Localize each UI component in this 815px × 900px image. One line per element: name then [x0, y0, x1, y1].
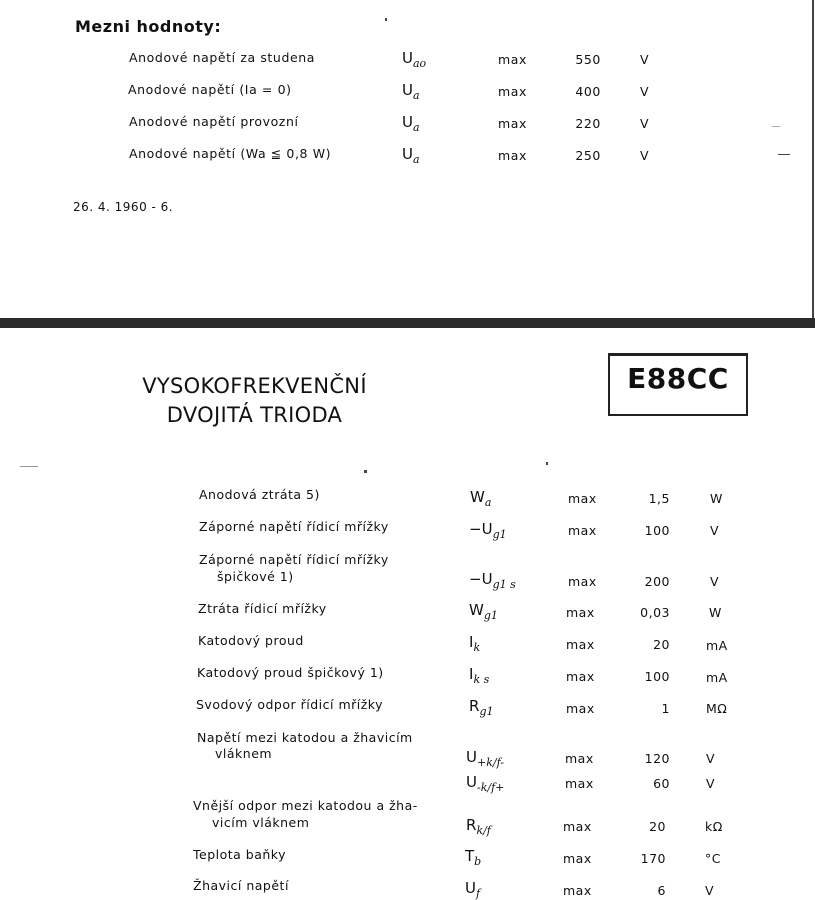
limit-label: Anodové napětí provozní — [129, 114, 299, 129]
limit-mode: max — [498, 84, 528, 99]
limit-label: Anodové napětí za studena — [129, 50, 316, 65]
scan-speck — [364, 470, 367, 473]
param-label: Anodová ztráta 5) — [199, 487, 320, 502]
param-unit: kΩ — [705, 819, 723, 834]
limit-unit: V — [640, 116, 650, 131]
param-unit: V — [706, 751, 716, 766]
param-value: 1,5 — [648, 491, 670, 506]
param-unit: MΩ — [706, 701, 728, 716]
limit-value: 250 — [575, 148, 601, 163]
param-value: 6 — [657, 883, 666, 898]
param-value: 20 — [653, 637, 670, 652]
limit-symbol: $U_{ao}$ — [402, 49, 427, 70]
limit-symbol: $U_a$ — [402, 145, 420, 166]
param-label: Napětí mezi katodou a žhavicím — [197, 730, 413, 745]
param-symbol: $T_b$ — [465, 847, 482, 868]
param-mode: max — [563, 883, 592, 898]
param-unit: V — [710, 523, 720, 538]
param-symbol: $-U_{g1}$ — [469, 520, 507, 541]
param-symbol: $U_{-k/f+}$ — [466, 773, 505, 794]
param-label: Katodový proud — [198, 633, 304, 648]
param-symbol: $I_k$ — [469, 633, 481, 654]
param-unit: W — [709, 605, 722, 620]
param-mode: max — [566, 701, 595, 716]
param-unit: mA — [706, 638, 728, 653]
param-value: 120 — [644, 751, 670, 766]
param-value: 0,03 — [640, 605, 670, 620]
param-symbol: $R_{k/f}$ — [466, 816, 491, 837]
param-label: Záporné napětí řídicí mřížky — [199, 519, 389, 534]
issue-date: 26. 4. 1960 - 6. — [73, 200, 174, 214]
page-title-line1: VYSOKOFREKVENČNÍ — [142, 374, 367, 398]
tube-type-box — [608, 353, 748, 416]
section-title: Mezni hodnoty: — [75, 17, 222, 36]
param-mode: max — [565, 751, 594, 766]
param-mode: max — [568, 491, 597, 506]
param-symbol: $U_{+k/f-}$ — [466, 748, 504, 769]
page-title — [142, 372, 367, 430]
scan-speck — [772, 126, 780, 127]
param-value: 100 — [644, 523, 670, 538]
limit-value: 400 — [575, 84, 601, 99]
param-value: 1 — [661, 701, 670, 716]
param-symbol: $W_{g1}$ — [469, 601, 498, 622]
param-label: Svodový odpor řídicí mřížky — [196, 697, 383, 712]
param-label-cont: vicím vláknem — [212, 815, 310, 830]
param-label: Záporné napětí řídicí mřížky — [199, 552, 389, 567]
param-label-cont: vláknem — [215, 746, 273, 761]
param-value: 20 — [649, 819, 666, 834]
param-label: Žhavicí napětí — [193, 878, 289, 893]
tube-type: E88CC — [627, 362, 729, 395]
scan-speck — [546, 462, 548, 465]
limit-mode: max — [498, 148, 528, 163]
limit-unit: V — [640, 84, 650, 99]
param-value: 60 — [653, 776, 670, 791]
param-value: 100 — [644, 669, 670, 684]
page-edge-line — [812, 0, 814, 318]
param-symbol: $R_{g1}$ — [469, 697, 494, 718]
scan-speck — [778, 154, 790, 155]
param-symbol: $-U_{g1 s}$ — [469, 570, 516, 591]
limit-label: Anodové napětí (Wa ≦ 0,8 W) — [129, 146, 332, 161]
param-unit: V — [710, 574, 720, 589]
param-value: 170 — [640, 851, 666, 866]
param-label: Vnější odpor mezi katodou a žha- — [193, 798, 418, 813]
limit-symbol: $U_a$ — [402, 113, 420, 134]
param-mode: max — [566, 669, 595, 684]
limit-value: 550 — [575, 52, 601, 67]
limit-label: Anodové napětí (Ia = 0) — [128, 82, 292, 97]
limit-symbol: $U_a$ — [402, 81, 420, 102]
param-mode: max — [568, 574, 597, 589]
param-label: Teplota baňky — [193, 847, 286, 862]
page-title-line2: DVOJITÁ TRIODA — [166, 403, 343, 427]
param-unit: V — [705, 883, 715, 898]
scan-speck — [20, 466, 38, 467]
limit-mode: max — [498, 52, 528, 67]
param-mode: max — [563, 819, 592, 834]
limit-unit: V — [640, 52, 650, 67]
param-unit: W — [710, 491, 723, 506]
page-divider — [0, 318, 815, 328]
param-symbol: $W_a$ — [470, 488, 492, 509]
limit-unit: V — [640, 148, 650, 163]
param-symbol: $U_f$ — [465, 879, 481, 900]
param-label-cont: špičkové 1) — [217, 569, 294, 584]
param-mode: max — [568, 523, 597, 538]
param-unit: °C — [705, 851, 721, 866]
param-unit: mA — [706, 670, 728, 685]
scan-speck — [385, 18, 387, 21]
limit-mode: max — [498, 116, 528, 131]
param-symbol: $I_{k s}$ — [469, 665, 490, 686]
param-label: Ztráta řídicí mřížky — [198, 601, 327, 616]
param-mode: max — [565, 776, 594, 791]
param-unit: V — [706, 776, 716, 791]
limit-value: 220 — [575, 116, 601, 131]
param-label: Katodový proud špičkový 1) — [197, 665, 384, 680]
param-value: 200 — [644, 574, 670, 589]
param-mode: max — [563, 851, 592, 866]
param-mode: max — [566, 605, 595, 620]
param-mode: max — [566, 637, 595, 652]
